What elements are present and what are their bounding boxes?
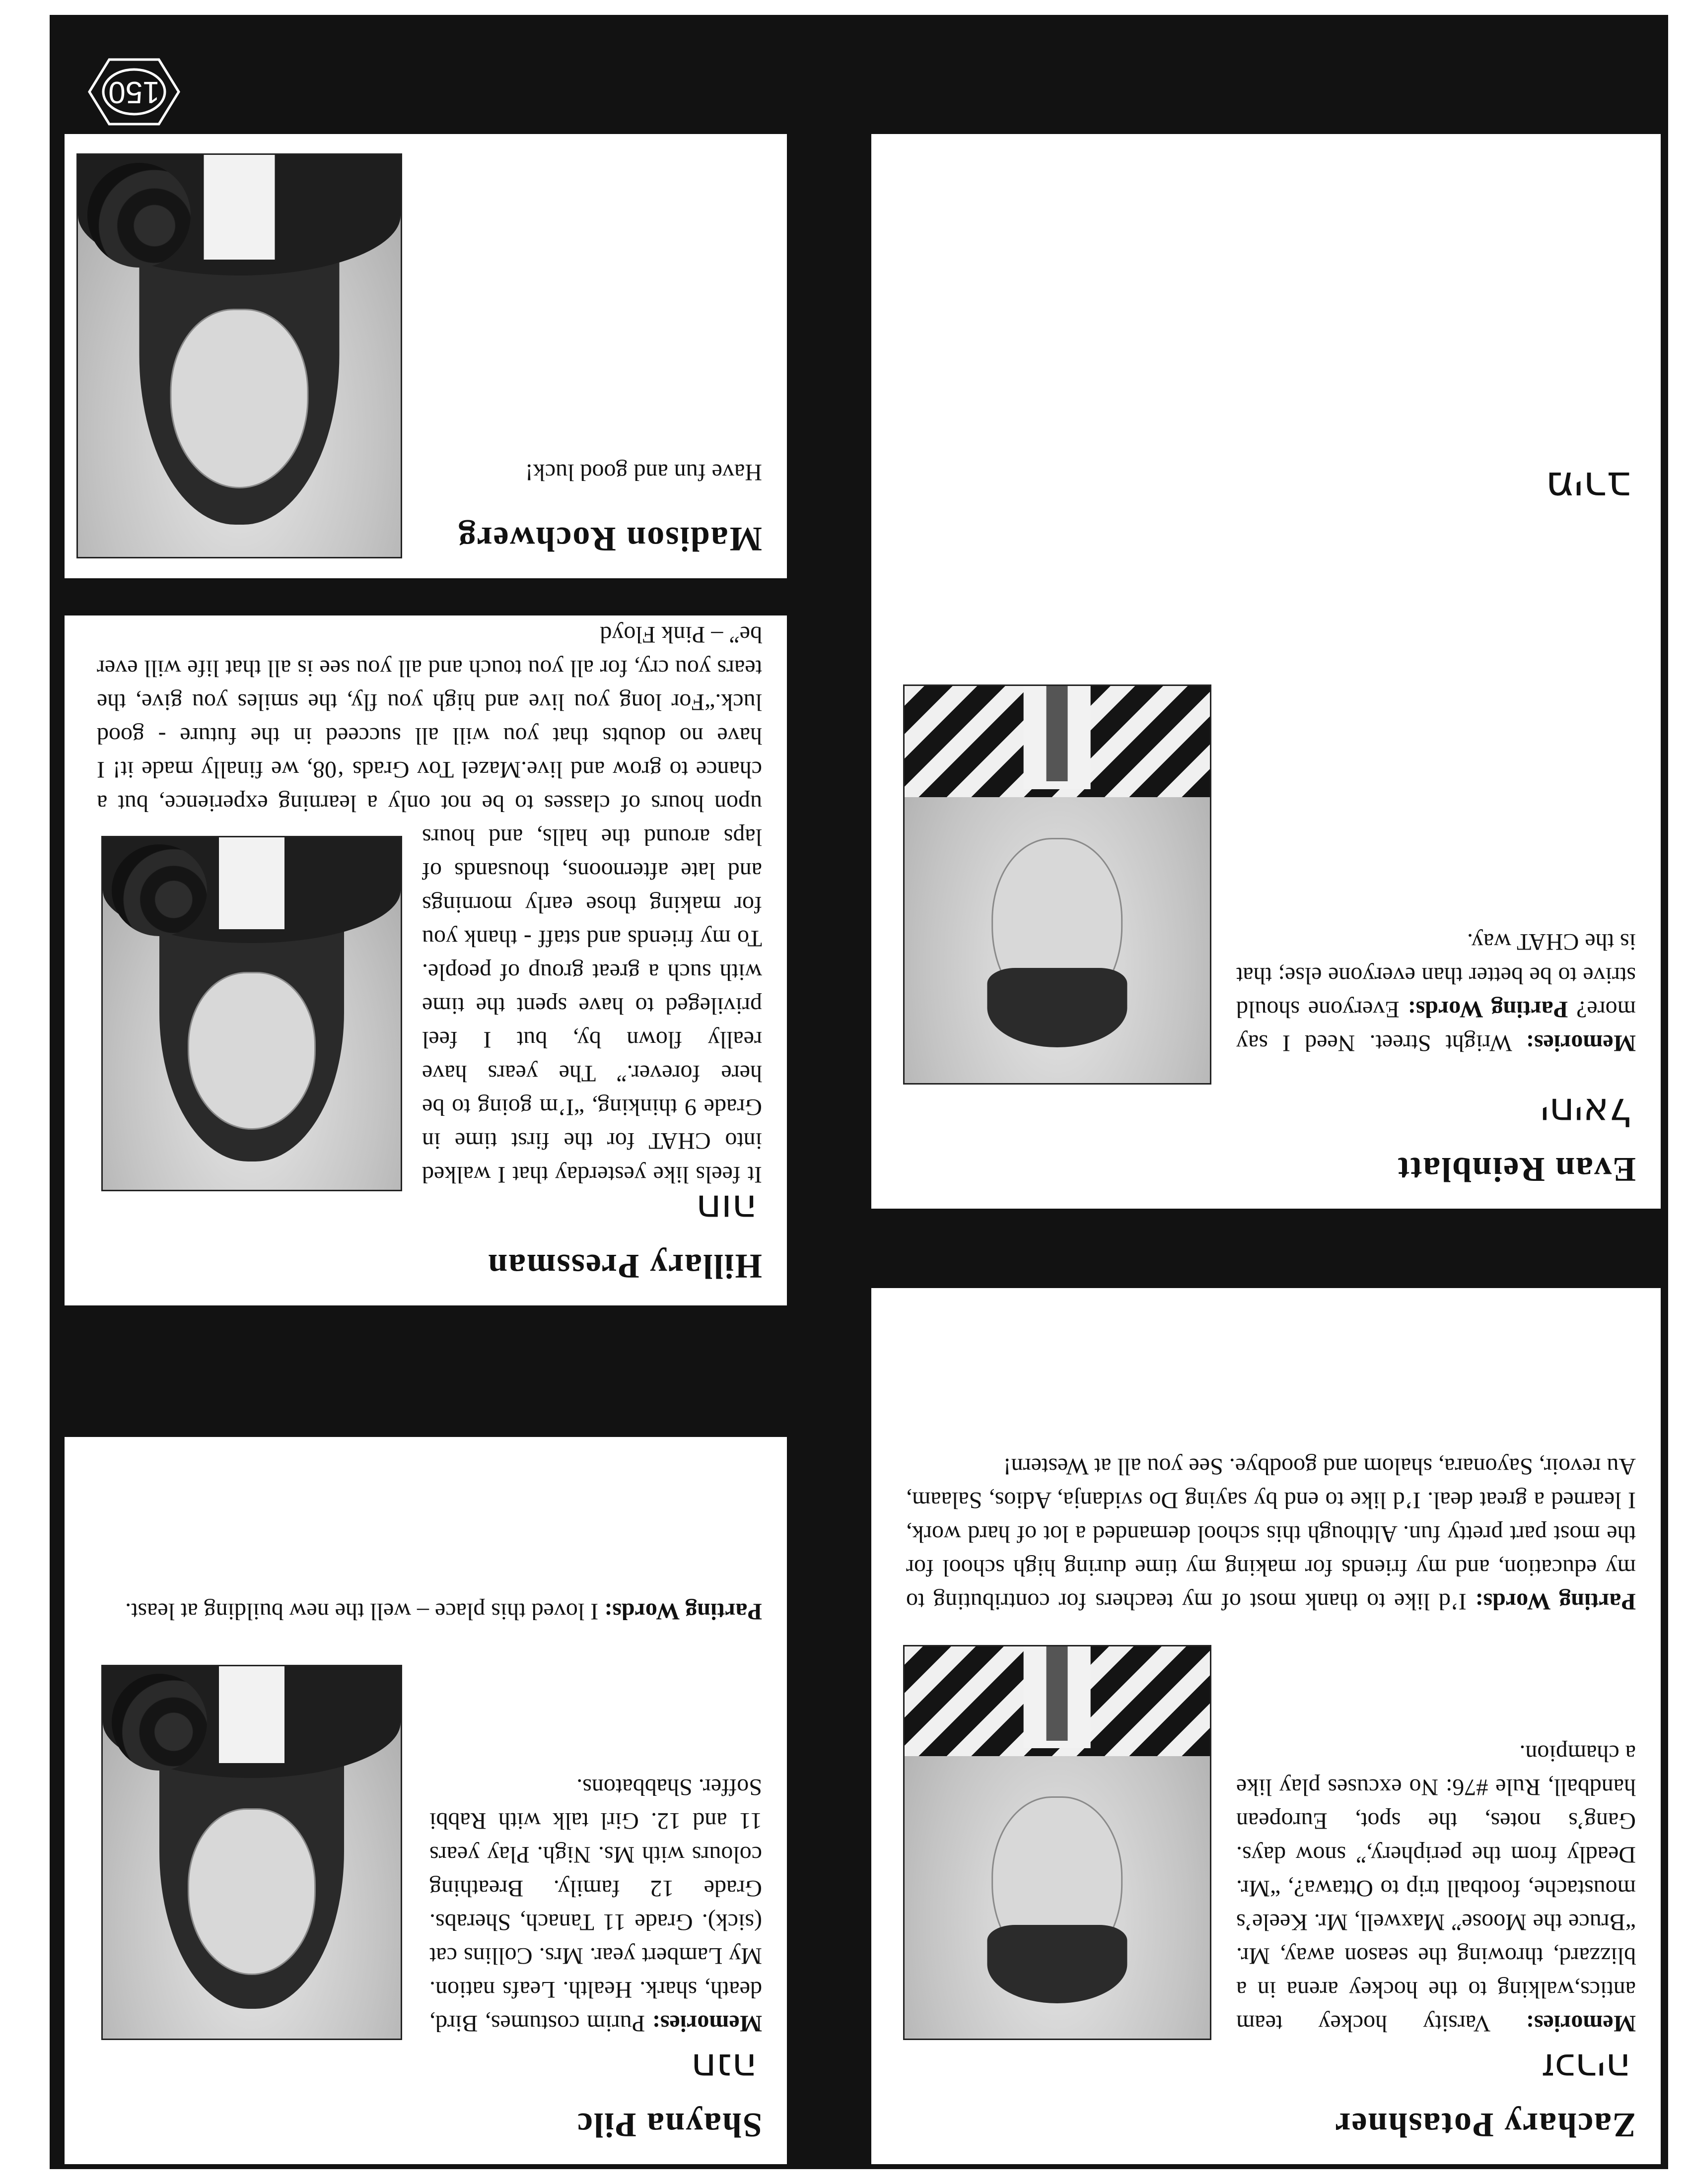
memories-label: Memories: — [652, 2010, 762, 2037]
memories-text: Varsity hockey team antics,walking to the hockey arena in a blizzard, throwing the season away, Mr. “Bruce the Moose” Maxwell, Mr. Keele’s moustache, football trip to Ottawa?, “Mr. Deadly from the periphery,” snow days. Gang’s notes, the spot, European handball, Rule #76: No excuses play like a champion. — [1236, 1740, 1636, 2037]
student-portrait-photo — [76, 153, 402, 558]
student-panel-hillary-pressman — [65, 615, 787, 1305]
memories-text: Purim costumes, Bird, death, shark. Health. Leafs nation. My Lambert year. Mrs. Collins cat (sick). Grade 11 Tanach, Sherabs. Grade 12 family. Breathing colours with Ms. Nigh. Play years 11 and 12. Girl talk with Rabbi Soffer. Shabbatons. — [429, 1774, 762, 2037]
student-name: Madison Rochwerg — [457, 520, 762, 558]
hebrew-name: חנה — [691, 2045, 757, 2090]
memories-parting-text-block — [1236, 925, 1636, 1060]
roses-bouquet — [112, 1674, 207, 1771]
memories-label: Memories: — [1526, 1030, 1636, 1056]
student-portrait-photo — [903, 1645, 1211, 2040]
tie — [1047, 1646, 1068, 1741]
parting-words-label: Parting Words: — [1475, 1588, 1636, 1615]
parting-words-text: I loved this place – well the new building at least. — [125, 1598, 599, 1625]
hebrew-name: יחיאל — [1540, 1090, 1631, 1134]
memories-label: Memories: — [1526, 2010, 1636, 2037]
memories-text-block — [429, 1770, 762, 2040]
parting-words-block — [906, 1449, 1636, 1618]
parting-words-block — [97, 1594, 762, 1628]
student-name: Shayna Pilc — [576, 2106, 762, 2144]
student-name: Evan Reinblatt — [1397, 1150, 1636, 1188]
student-panel-madison-rochwerg — [65, 134, 787, 578]
parting-words-label: Parting Words: — [1407, 996, 1568, 1023]
parting-words-text: Everyone should strive to be better than everyone else; that is the CHAT way. — [1236, 929, 1636, 1023]
message-text — [97, 617, 762, 1191]
parting-words-label: Parting Words: — [604, 1598, 762, 1625]
parting-words-text: I’d like to thank most of my teachers for contributing to my education, and my friends for making my time during high school for the most part pretty fun. Although this school demanded a lot of hard work, I learned a great deal. I’d like to end by saying Do svidanja, Adios, Salaam, Au revoir, Sayonara, shalom and goodbye. See you all at Western! — [906, 1453, 1636, 1615]
student-name: Hillary Pressman — [487, 1247, 762, 1285]
memories-text-block — [1236, 1736, 1636, 2040]
message-text: Have fun and good luck! — [525, 459, 762, 485]
hebrew-name: חוה — [696, 1186, 757, 1231]
tie — [1047, 686, 1068, 781]
hebrew-name: מירב — [1546, 463, 1631, 511]
student-portrait-photo — [903, 684, 1211, 1085]
message-body: It feels like yesterday that I walked into CHAT for the first time in Grade 9 thinking, “I’m going to be here forever.” The years have really flown by, but I feel privileged to have spent the time with such a great group of people. To my friends and staff - thank you for making those early mornings and late afternoons, thousands of laps around the halls, and hours upon hours of classes to be not only a learning experience, but a chance to grow and live.Mazel Tov Grads ‘08, we finally made it! I have no doubts that you will all succeed in the future - good luck.“For long you live and high you fly, the smiles you give, the tears you cry, for all you touch and all you see is all that life will ever be” – Pink Floyd — [97, 621, 762, 1188]
student-panel-shayna-pilc — [65, 1437, 787, 2164]
student-portrait-photo — [101, 1665, 402, 2040]
memories-text: Wright Street. Need I say more? — [1236, 996, 1636, 1056]
student-name: Zachary Potashner — [1334, 2106, 1636, 2144]
student-panel-zachary-potashner — [871, 1288, 1661, 2164]
page-number-badge — [74, 55, 194, 129]
blank-panel — [871, 134, 1661, 581]
page-number: 150 — [108, 75, 160, 109]
roses-bouquet — [88, 163, 191, 268]
hebrew-name: זכריה — [1541, 2045, 1631, 2090]
